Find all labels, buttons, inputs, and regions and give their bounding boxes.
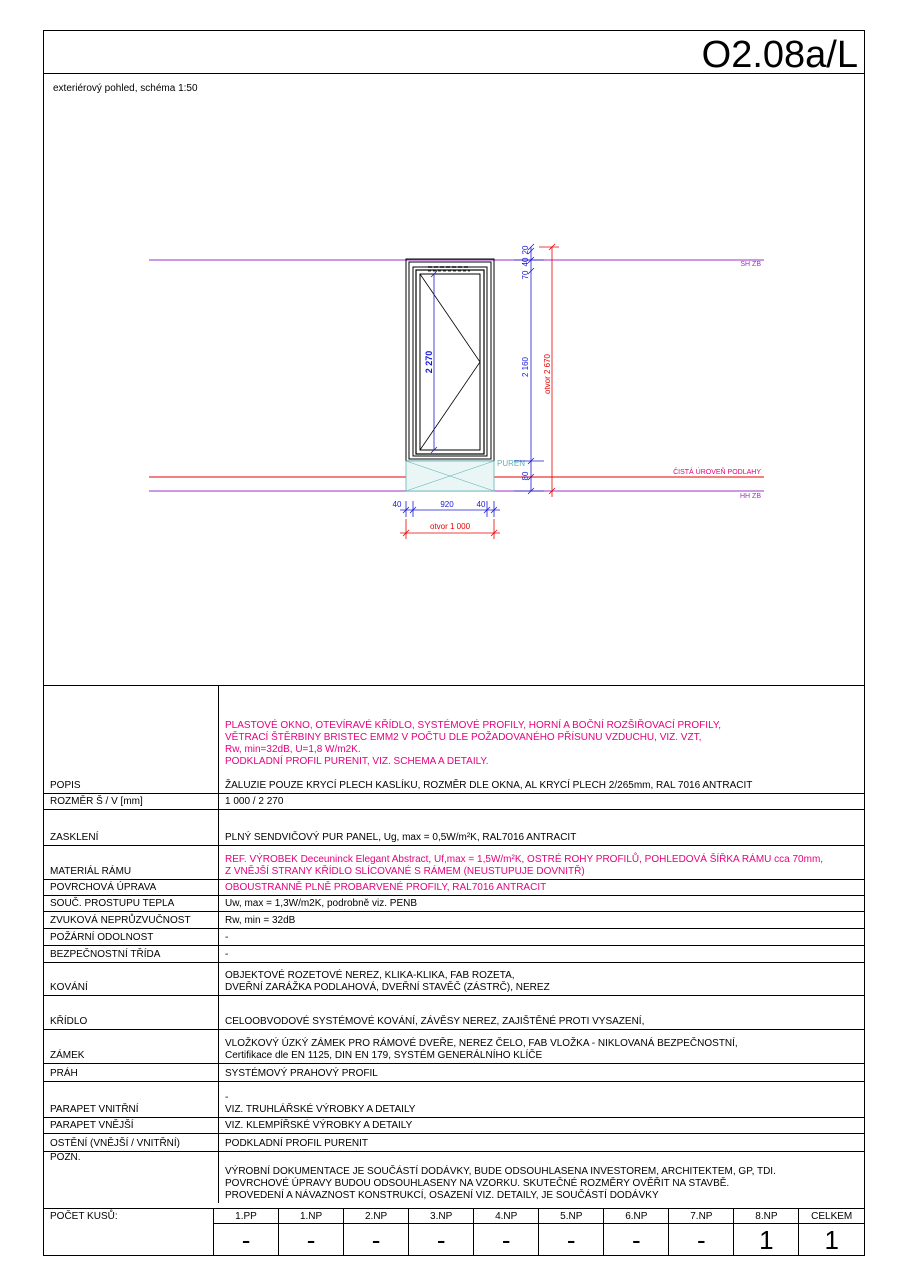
spec-value-line [225, 768, 859, 780]
count-value: - [214, 1224, 279, 1257]
count-value: - [279, 1224, 344, 1257]
spec-value [219, 996, 865, 1030]
spec-value-line: Certifikace dle EN 1125, DIN EN 179, SYSTÉM GENERÁLNÍHO KLÍČE [225, 1050, 543, 1061]
spec-value-line: SYSTÉMOVÝ PRAHOVÝ PROFIL [225, 1068, 378, 1079]
spec-row [44, 1082, 864, 1118]
spec-row [44, 996, 864, 1030]
dim-right-40: 40 [476, 500, 486, 509]
spec-value [219, 880, 865, 896]
spec-value [219, 810, 865, 846]
spec-value [219, 686, 865, 794]
spec-value-line: REF. VÝROBEK Deceuninck Elegant Abstract, Uf,max = 1,5W/m²K, OSTRÉ ROHY PROFILŮ, POHLEDOVÁ ŠÍŘKA RÁMU cca 70mm, [225, 854, 824, 865]
count-value: - [344, 1224, 409, 1257]
count-column-header: 5.NP [539, 1209, 604, 1224]
spec-row [44, 912, 864, 929]
spec-value-line: PLASTOVÉ OKNO, OTEVÍRAVÉ KŘÍDLO, SYSTÉMOVÉ PROFILY, HORNÍ A BOČNÍ ROZŠIŘOVACÍ PROFILY, [225, 720, 722, 731]
level-bottom-label: HH ZB [740, 493, 761, 500]
spec-row [44, 880, 864, 896]
spec-row [44, 1118, 864, 1134]
spec-label: ZVUKOVÁ NEPRŮZVUČNOST [44, 912, 219, 929]
spec-value-line: POVRCHOVÉ ÚPRAVY BUDOU ODSOUHLASENY NA VZORKU. SKUTEČNÉ ROZMĚRY OVĚŘIT NA STAVBĚ. [225, 1177, 730, 1189]
spec-value [219, 1134, 865, 1152]
count-column-header: CELKEM [799, 1209, 864, 1224]
spec-label: MATERIÁL RÁMU [44, 846, 219, 880]
dim-80: 80 [521, 471, 530, 481]
spec-value-line: Rw, min = 32dB [225, 915, 296, 926]
count-column-header: 6.NP [604, 1209, 669, 1224]
spec-value [219, 846, 865, 880]
spec-value-line: DVEŘNÍ ZARÁŽKA PODLAHOVÁ, DVEŘNÍ STAVĚČ (ZÁSTRČ), NEREZ [225, 982, 550, 993]
spec-value [219, 1118, 865, 1134]
spec-row [44, 686, 864, 794]
spec-row [44, 846, 864, 880]
door-frame [406, 259, 494, 461]
spec-value-line: ŽALUZIE POUZE KRYCÍ PLECH KASLÍKU, ROZMĚR DLE OKNA, AL KRYCÍ PLECH 2/265mm, RAL 7016 ANTRACIT [225, 780, 753, 791]
spec-label: PRÁH [44, 1064, 219, 1082]
spec-value-line: 1 000 / 2 270 [225, 796, 284, 807]
count-column-header: 2.NP [344, 1209, 409, 1224]
count-value: 1 [734, 1224, 799, 1257]
count-value: - [604, 1224, 669, 1257]
spec-row [44, 1152, 864, 1203]
spec-label: PARAPET VNITŘNÍ [44, 1082, 219, 1118]
spec-value [219, 896, 865, 912]
count-value: - [669, 1224, 734, 1257]
spec-value-line: CELOOBVODOVÉ SYSTÉMOVÉ KOVÁNÍ, ZÁVĚSY NEREZ, ZAJIŠTĚNÉ PROTI VYSAZENÍ, [225, 1016, 645, 1027]
count-column-header: 1.NP [279, 1209, 344, 1224]
spec-label: POPIS [44, 686, 219, 794]
elevation-drawing [44, 31, 864, 685]
spec-value-line: Rw, min=32dB, U=1,8 W/m2K. [225, 744, 361, 755]
spec-value [219, 794, 865, 810]
spec-value-line: - [225, 949, 229, 960]
spec-row [44, 963, 864, 996]
dim-opening-width: otvor 1 000 [429, 522, 471, 531]
spec-label: KŘÍDLO [44, 996, 219, 1030]
spec-value [219, 1030, 865, 1064]
spec-value [219, 963, 865, 996]
spec-row [44, 810, 864, 846]
spec-value-line: Z VNĚJŠÍ STRANY KŘÍDLO SLÍCOVANÉ S RÁMEM (NEUSTUPUJE DOVNITŘ) [225, 866, 585, 877]
drawing-sheet [43, 30, 865, 1256]
spec-row [44, 794, 864, 810]
level-floor-label: ČISTÁ ÚROVEŇ PODLAHY [673, 469, 761, 476]
puren-label: PUREN [497, 459, 526, 468]
spec-value-line: VLOŽKOVÝ ÚZKÝ ZÁMEK PRO RÁMOVÉ DVEŘE, NEREZ ČELO, FAB VLOŽKA - NIKLOVANÁ BEZPEČNOSTNÍ, [225, 1038, 738, 1049]
spec-label: SOUČ. PROSTUPU TEPLA [44, 896, 219, 912]
spec-value [219, 912, 865, 929]
spec-label: POZN. [44, 1152, 219, 1203]
spec-value [219, 1082, 865, 1118]
spec-label: KOVÁNÍ [44, 963, 219, 996]
spec-row [44, 896, 864, 912]
dim-920: 920 [440, 500, 454, 509]
dim-40-top: 40 [521, 257, 530, 267]
count-label-empty [44, 1224, 214, 1257]
spec-row [44, 1064, 864, 1082]
spec-row [44, 929, 864, 946]
view-label: exteriérový pohled, schéma 1:50 [53, 83, 198, 94]
spec-value-line [225, 820, 859, 832]
spec-row [44, 946, 864, 963]
spec-row [44, 1030, 864, 1064]
spec-label: POVRCHOVÁ ÚPRAVA [44, 880, 219, 896]
spec-label: POŽÁRNÍ ODOLNOST [44, 929, 219, 946]
count-column-header: 4.NP [474, 1209, 539, 1224]
count-label: POČET KUSŮ: [44, 1209, 214, 1224]
spec-value-line: PODKLADNÍ PROFIL PURENIT [225, 1138, 368, 1149]
spec-value [219, 946, 865, 963]
dim-20: 20 [521, 245, 530, 255]
count-table [44, 1208, 864, 1256]
spec-value [219, 1152, 865, 1203]
spec-label: PARAPET VNĚJŠÍ [44, 1118, 219, 1134]
count-column-header: 7.NP [669, 1209, 734, 1224]
spec-label: ZÁMEK [44, 1030, 219, 1064]
count-value: 1 [799, 1224, 864, 1257]
spec-label: ZASKLENÍ [44, 810, 219, 846]
count-value: - [539, 1224, 604, 1257]
count-value: - [474, 1224, 539, 1257]
dim-70: 70 [521, 270, 530, 280]
spec-value-line: VĚTRACÍ ŠTĚRBINY BRISTEC EMM2 V POČTU DLE POŽADOVANÉHO PŘÍSUNU VZDUCHU, VIZ. VZT, [225, 732, 702, 743]
spec-label: BEZPEČNOSTNÍ TŘÍDA [44, 946, 219, 963]
spec-label: ROZMĚR Š / V [mm] [44, 794, 219, 810]
spec-value-line: - [225, 932, 229, 943]
level-top-label: SH ZB [740, 261, 761, 268]
spec-value-line: VIZ. KLEMPÍŘSKÉ VÝROBKY A DETAILY [225, 1120, 413, 1131]
spec-value-line: - [225, 1092, 229, 1103]
spec-value-line [225, 1154, 859, 1166]
spec-value-line: VÝROBNÍ DOKUMENTACE JE SOUČÁSTÍ DODÁVKY, BUDE ODSOUHLASENA INVESTOREM, ARCHITEKTEM, GP, TDI. [225, 1165, 776, 1177]
spec-value-line [225, 1004, 859, 1016]
spec-row [44, 1134, 864, 1152]
count-value: - [409, 1224, 474, 1257]
spec-value-line: PODKLADNÍ PROFIL PURENIT, VIZ. SCHEMA A DETAILY. [225, 756, 489, 767]
spec-value-line: OBJEKTOVÉ ROZETOVÉ NEREZ, KLIKA-KLIKA, FAB ROZETA, [225, 970, 515, 981]
dim-height-total: 2 270 [424, 350, 434, 374]
spec-table [44, 685, 864, 1203]
dim-2160: 2 160 [521, 356, 530, 378]
spec-value [219, 929, 865, 946]
puren-profile [406, 461, 494, 491]
count-column-header: 8.NP [734, 1209, 799, 1224]
spec-value-line: PLNÝ SENDVIČOVÝ PUR PANEL, Ug, max = 0,5W/m²K, RAL7016 ANTRACIT [225, 832, 577, 843]
spec-value [219, 1064, 865, 1082]
dim-left-40: 40 [392, 500, 402, 509]
spec-value-line: Uw, max = 1,3W/m2K, podrobně viz. PENB [225, 898, 418, 909]
sheet-code: O2.08a/L [701, 34, 858, 76]
spec-value-line: OBOUSTRANNĚ PLNĚ PROBARVENÉ PROFILY, RAL7016 ANTRACIT [225, 882, 547, 893]
spec-label: OSTĚNÍ (VNĚJŠÍ / VNITŘNÍ) [44, 1134, 219, 1152]
spec-value-line: VIZ. TRUHLÁŘSKÉ VÝROBKY A DETAILY [225, 1104, 416, 1115]
count-column-header: 3.NP [409, 1209, 474, 1224]
spec-value-line: PROVEDENÍ A NÁVAZNOST KONSTRUKCÍ, OSAZENÍ VIZ. DETAILY, JE SOUČÁSTÍ DODÁVKY [225, 1189, 659, 1201]
dim-opening-height: otvor 2 670 [543, 353, 552, 395]
count-column-header: 1.PP [214, 1209, 279, 1224]
